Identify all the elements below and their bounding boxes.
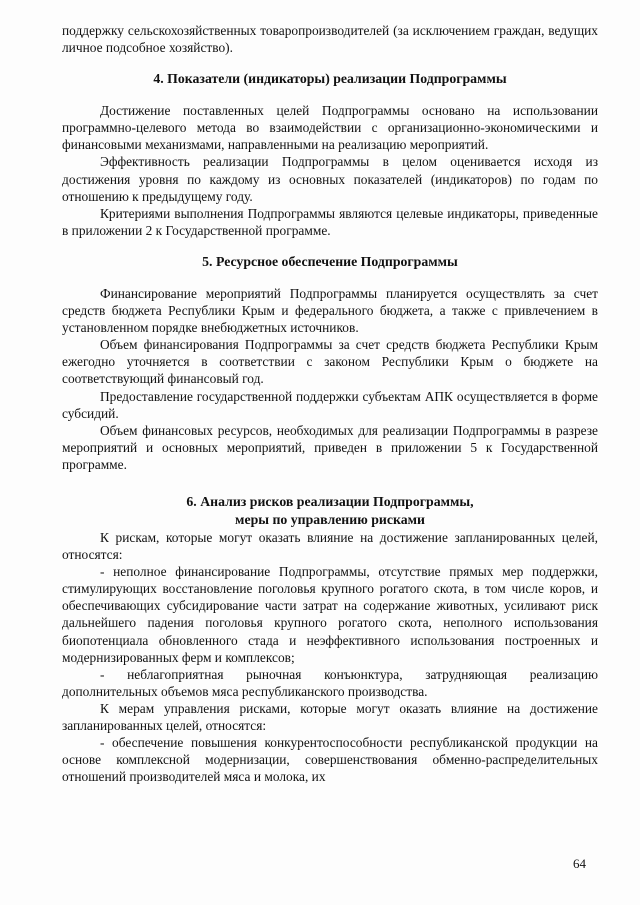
section-4-heading: 4. Показатели (индикаторы) реализации Подпрограммы — [153, 71, 507, 87]
section-5-heading: 5. Ресурсное обеспечение Подпрограммы — [202, 253, 458, 269]
section-4-paragraph-2: Эффективность реализации Подпрограммы в целом оценивается исходя из достижения уровня по каждому из основных показателей (индикаторов) по годам по отношению к предыдущему году. — [62, 154, 598, 204]
section-6-heading-line-2: меры по управлению рисками — [235, 511, 425, 527]
section-5-paragraph-4: Объем финансовых ресурсов, необходимых для реализации Подпрограммы в разрезе мероприятий и основных мероприятий, приведен в приложении 5 к Государственной программе. — [62, 422, 598, 472]
section-4-paragraph-1: Достижение поставленных целей Подпрограммы основано на использовании программно-целевого метода во взаимодействии с организационно-экономическими и финансовыми механизмами, направленными на реализацию мероприятий. — [62, 103, 598, 153]
section-5-paragraph-1: Финансирование мероприятий Подпрограммы планируется осуществлять за счет средств бюджета Республики Крым и федерального бюджета, а также с привлечением в установленном порядке внебюджетных источников. — [62, 285, 598, 336]
document-body — [62, 22, 598, 785]
intro-paragraph: поддержку сельскохозяйственных товаропроизводителей (за исключением граждан, ведущих личное подсобное хозяйство). — [62, 23, 598, 56]
section-4-paragraph-3: Критериями выполнения Подпрограммы являются целевые индикаторы, приведенные в приложении 2 к Государственной программе. — [62, 205, 598, 238]
section-6-paragraph-5: - обеспечение повышения конкурентоспособности республиканской продукции на основе комплексной модернизации, совершенствования обменно-распределительных отношений производителей мяса и молока, их — [62, 735, 598, 785]
section-6-paragraph-3: - неблагоприятная рыночная конъюнктура, затрудняющая реализацию дополнительных объемов мяса республиканского производства. — [62, 666, 598, 699]
section-6-paragraph-2: - неполное финансирование Подпрограммы, отсутствие прямых мер поддержки, стимулирующих восстановление поголовья крупного рогатого скота, в том числе коров, и обеспечивающих субсидирование части затрат на содержание животных, усиливают риск дальнейшего падения поголовья крупного рогатого скота, неполного использования биопотенциала обновленного стада и неэффективного использования построенных и модернизированных ферм и комплексов; — [62, 564, 598, 665]
section-6-heading-line-1: 6. Анализ рисков реализации Подпрограммы, — [186, 493, 474, 509]
page-number: 64 — [573, 856, 586, 871]
section-5-paragraph-3: Предоставление государственной поддержки субъектам АПК осуществляется в форме субсидий. — [62, 388, 598, 421]
section-5-paragraph-2: Объем финансирования Подпрограммы за счет средств бюджета Республики Крым ежегодно уточняется в соответствии с законом Республики Крым о бюджете на соответствующий финансовый год. — [62, 337, 598, 387]
section-6-paragraph-1: К рискам, которые могут оказать влияние на достижение запланированных целей, относятся: — [62, 529, 598, 563]
section-6-paragraph-4: К мерам управления рисками, которые могут оказать влияние на достижение запланированных целей, относятся: — [62, 700, 598, 733]
